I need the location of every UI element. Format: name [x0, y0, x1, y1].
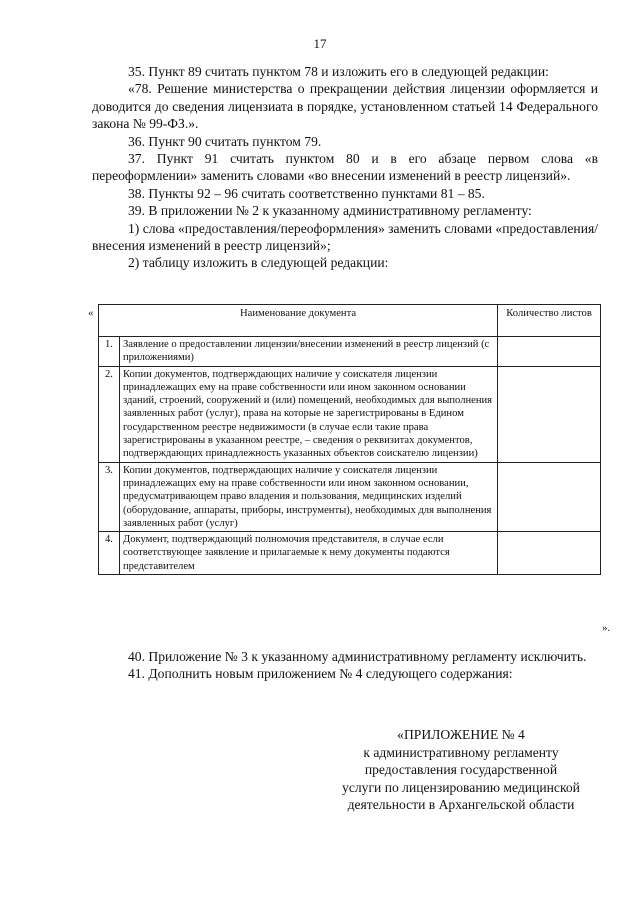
table-row: [99, 462, 601, 531]
paragraph-39-2: 2) таблицу изложить в следующей редакции:: [128, 255, 389, 271]
row-sheet-count: [498, 337, 601, 367]
table-close-quote: ».: [602, 622, 611, 634]
row-number: 4.: [99, 532, 120, 575]
row-document-name: Заявление о предоставлении лицензии/внесении изменений в реестр лицензий (с приложениями): [119, 337, 497, 367]
table-row: [99, 337, 601, 367]
paragraph-40: 40. Приложение № 3 к указанному административному регламенту исключить.: [128, 649, 587, 664]
documents-table: [98, 304, 601, 575]
paragraph-39-1: 1) слова «предоставления/переоформления» заменить словами «предоставления/внесения изменений в реестр лицензий»;: [92, 220, 599, 254]
paragraph-37: 37. Пункт 91 считать пунктом 80 и в его абзаце первом слова «в переоформлении» заменить словами «во внесении изменений в реестр лицензий».: [92, 151, 598, 184]
appendix-title: «ПРИЛОЖЕНИЕ № 4: [397, 727, 525, 742]
row-document-name: Копии документов, подтверждающих наличие у соискателя лицензии принадлежащих ему на праве собственности или ином законном основании зданий, строений, сооружений и (или) помещений, необходимых для выполнения заявленных работ (услуг), права на которые не зарегистрированы в Едином государственном реестре недвижимости (в случае если такие права зарегистрированы в указанном реестре, – сведения о реквизитах документов, подтверждающих принадлежность указанных объектов соискателю лицензии): [119, 366, 497, 462]
table-open-quote: «: [88, 307, 94, 319]
row-number: 1.: [99, 337, 120, 367]
document-body-continued: [92, 648, 598, 683]
paragraph-41: 41. Дополнить новым приложением № 4 следующего содержания:: [128, 666, 513, 682]
row-document-name: Документ, подтверждающий полномочия представителя, в случае если соответствующее заявление и прилагаемые к нему документы подаются представителем: [119, 532, 497, 575]
row-number: 3.: [99, 462, 120, 531]
paragraph-78-quote: «78. Решение министерства о прекращении действия лицензии оформляется и доводится до сведения лицензиата в порядке, установленном статьей 14 Федерального закона № 99-ФЗ.».: [92, 81, 598, 132]
paragraph-39: 39. В приложении № 2 к указанному административному регламенту:: [128, 203, 532, 219]
document-body: [92, 63, 598, 272]
row-number: 2.: [99, 366, 120, 462]
appendix-line-4: деятельности в Архангельской области: [347, 797, 575, 813]
appendix-line-2: предоставления государственной: [364, 762, 558, 778]
appendix-line-3: услуги по лицензированию медицинской: [342, 779, 580, 795]
table-header-row: [99, 305, 601, 337]
row-sheet-count: [498, 366, 601, 462]
appendix-heading: [316, 726, 606, 814]
paragraph-38: 38. Пункты 92 – 96 считать соответственно пунктами 81 – 85.: [128, 185, 485, 201]
row-sheet-count: [498, 462, 601, 531]
table-row: [99, 366, 601, 462]
header-sheet-count: Количество листов: [498, 305, 601, 337]
page-number: 17: [313, 36, 327, 51]
row-document-name: Копии документов, подтверждающих наличие у соискателя лицензии принадлежащих ему на праве собственности или ином законном основании, предусматривающем право владения и пользования, медицинских изделий (оборудование, аппараты, приборы, инструменты), необходимых для выполнения заявленных работ (услуг): [119, 462, 497, 531]
paragraph-35: 35. Пункт 89 считать пунктом 78 и изложить его в следующей редакции:: [128, 64, 549, 79]
row-sheet-count: [498, 532, 601, 575]
paragraph-36: 36. Пункт 90 считать пунктом 79.: [128, 133, 322, 149]
appendix-line-1: к административному регламенту: [363, 744, 559, 760]
table-row: [99, 532, 601, 575]
header-document-name: Наименование документа: [99, 305, 498, 337]
